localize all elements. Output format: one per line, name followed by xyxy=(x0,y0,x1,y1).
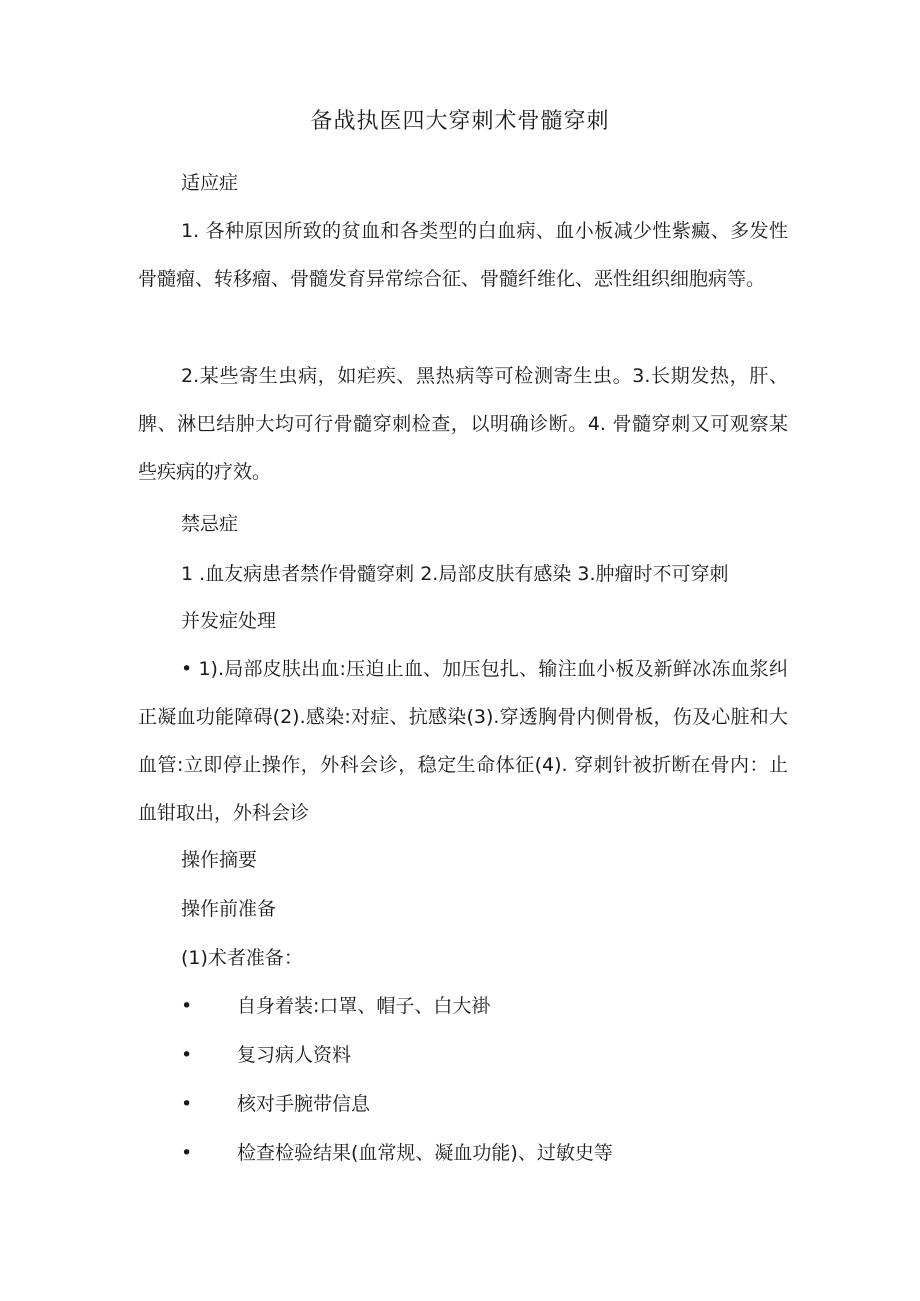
bullet-icon: • xyxy=(181,1044,193,1066)
list-item xyxy=(181,994,490,1018)
document-title: 备战执医四大穿刺术骨髓穿刺 xyxy=(310,109,610,134)
contraindications-line: 1 .血友病患者禁作骨髓穿刺 2.局部皮肤有感染 3.肿瘤时不可穿刺 xyxy=(181,563,729,585)
indications-paragraph-1: 1. 各种原因所致的贫血和各类型的白血病、血小板减少性紫癜、多发性骨髓瘤、转移瘤、骨髓发育异常综合征、骨髓纤维化、恶性组织细胞病等。 xyxy=(138,220,788,290)
list-item xyxy=(181,1141,613,1165)
bullet-icon: • xyxy=(181,1093,193,1115)
operation-summary-heading: 操作摘要 xyxy=(181,849,258,871)
indications-paragraph-2: 2.某些寄生虫病，如疟疾、黑热病等可检测寄生虫。3.长期发热，肝、脾、淋巴结肿大均可行骨髓穿刺检查，以明确诊断。4. 骨髓穿刺又可观察某些疾病的疗效。 xyxy=(138,365,788,483)
indications-heading: 适应症 xyxy=(181,172,239,194)
list-item-text: 复习病人资料 xyxy=(237,1044,352,1066)
list-item xyxy=(181,1043,351,1067)
list-item xyxy=(181,1092,370,1116)
list-item-text: 检查检验结果(血常规、凝血功能)、过敏史等 xyxy=(237,1142,613,1164)
list-item-text: 核对手腕带信息 xyxy=(237,1093,371,1115)
pre-operation-heading: 操作前准备 xyxy=(181,898,277,920)
complications-heading: 并发症处理 xyxy=(181,610,277,632)
complications-paragraph: • 1).局部皮肤出血:压迫止血、加压包扎、输注血小板及新鲜冰冻血浆纠正凝血功能障碍(2).感染:对症、抗感染(3).穿透胸骨内侧骨板，伤及心脏和大血管:立即停止操作，外科会诊，稳定生命体征(4). 穿刺针被折断在骨内：止血钳取出，外科会诊 xyxy=(138,658,788,824)
bullet-icon: • xyxy=(181,1142,193,1164)
contraindications-heading: 禁忌症 xyxy=(181,513,239,535)
list-item-text: 自身着装:口罩、帽子、白大褂 xyxy=(237,995,491,1017)
surgeon-prep-line: (1)术者准备： xyxy=(181,947,303,969)
bullet-icon: • xyxy=(181,995,193,1017)
